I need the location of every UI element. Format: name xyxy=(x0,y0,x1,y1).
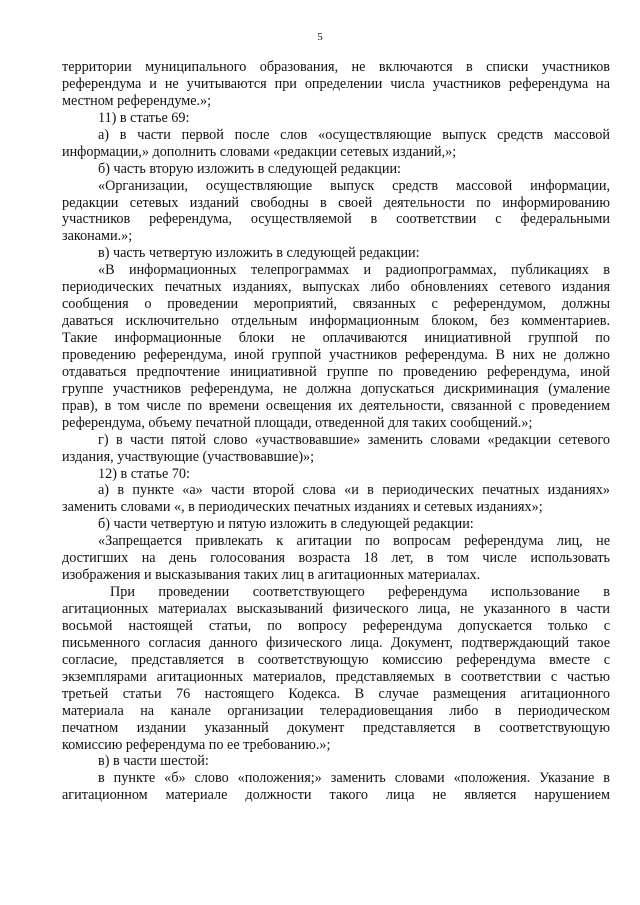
text-line: г) в части пятой слово «участвовавшие» заменить словами «редакции сетевого xyxy=(98,431,610,448)
text-line: «Организации, осуществляющие выпуск средств массовой информации, xyxy=(98,177,610,194)
text-line: изображения и высказывания таких лиц в агитационных материалах. xyxy=(62,567,481,584)
text-line: восьмой настоящей статьи, по вопросу референдума допускается только с xyxy=(62,617,610,634)
text-line: в) часть четвертую изложить в следующей редакции: xyxy=(98,245,420,262)
text-line: прав), в том числе по времени освещения их деятельности, связанной с проведением xyxy=(62,397,610,414)
text-line: печатном издании указанный документ представляется в соответствующую xyxy=(62,719,610,736)
text-line: материала на канале организации телерадиовещания либо в периодическом xyxy=(62,702,610,719)
page-number: 5 xyxy=(317,31,323,43)
text-line: 11) в статье 69: xyxy=(98,109,190,126)
text-line: местном референдуме.»; xyxy=(62,92,212,109)
text-line: информации,» дополнить словами «редакции сетевых изданий,»; xyxy=(62,143,457,160)
text-line: согласие, представляется в соответствующую комиссию референдума вместе с xyxy=(62,651,610,668)
text-line: референдума, объему печатной площади, отведенной для таких сообщений.»; xyxy=(62,414,533,431)
text-line: комиссию референдума по ее требованию.»; xyxy=(62,736,331,753)
text-line: письменного согласия данного физического лица. Документ, подтверждающий такое xyxy=(62,634,610,651)
text-line: периодических печатных изданиях, выпусках либо обновлениях сетевого издания xyxy=(62,279,610,296)
text-line: территории муниципального образования, не включаются в списки участников xyxy=(62,59,610,75)
text-line: б) части четвертую и пятую изложить в следующей редакции: xyxy=(98,516,474,533)
text-line: агитационных материалах высказываний физического лица, не указанного в части xyxy=(62,601,610,617)
text-line: редакции сетевых изданий свободны в своей деятельности по информированию xyxy=(62,194,610,211)
text-line: даваться исключительно отдельным информационным блоком, без комментариев. xyxy=(62,313,610,330)
text-line: референдума и не учитываются при определении числа участников референдума на xyxy=(62,75,610,92)
text-line: сообщения о проведении мероприятий, связанных с референдумом, должны xyxy=(62,296,610,313)
text-line: группе участников референдума, не должна допускаться дискриминация (умаление xyxy=(62,380,610,397)
text-line: экземплярами агитационных материалов, представляемых в соответствии с частью xyxy=(62,668,610,685)
text-line: в) в части шестой: xyxy=(98,753,209,770)
text-line: проведению референдума, иной группой участников референдума. В них не должно xyxy=(62,346,610,363)
text-line: а) в части первой после слов «осуществляющие выпуск средств массовой xyxy=(98,126,610,143)
text-line: достигших на день голосования возраста 18 лет, в том числе использовать xyxy=(62,550,610,567)
text-line: участников референдума, осуществляемой в соответствии с федеральными xyxy=(62,211,610,228)
text-line: б) часть вторую изложить в следующей редакции: xyxy=(98,160,402,177)
text-line: При проведении соответствующего референдума использование в xyxy=(110,584,610,601)
text-line: издания, участвующие (участвовавшие)»; xyxy=(62,448,315,465)
text-line: Такие информационные блоки не оплачиваются инициативной группой по xyxy=(62,330,610,346)
text-line: «Запрещается привлекать к агитации по вопросам референдума лиц, не xyxy=(98,533,610,550)
text-line: 12) в статье 70: xyxy=(98,465,190,482)
text-line: а) в пункте «а» части второй слова «и в периодических печатных изданиях» xyxy=(98,482,610,499)
text-line: третьей статьи 76 настоящего Кодекса. В случае размещения агитационного xyxy=(62,685,610,702)
text-line: законами.»; xyxy=(62,228,133,245)
document-body xyxy=(62,59,610,804)
text-line: заменить словами «, в периодических печатных изданиях и сетевых изданиях»; xyxy=(62,499,543,516)
text-line: отдаваться предпочтение инициативной группе по проведению референдума, иной xyxy=(62,363,610,380)
text-line: в пункте «б» слово «положения;» заменить словами «положения. Указание в xyxy=(98,770,610,787)
text-line: «В информационных телепрограммах и радиопрограммах, публикациях в xyxy=(98,262,610,279)
text-line: агитационном материале должности такого лица не является нарушением xyxy=(62,787,610,804)
